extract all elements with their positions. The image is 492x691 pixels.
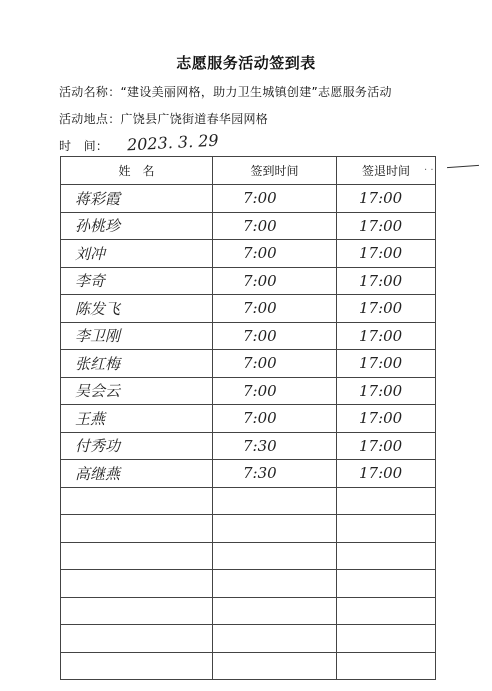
table-row [61,295,436,323]
signer-name: 王燕 [61,405,213,433]
sign-in-time: 7:00 [213,322,337,350]
table-row [61,597,436,625]
sign-out-time [337,487,436,515]
signer-name: 付秀功 [61,432,213,460]
sign-in-time: 7:00 [213,377,337,405]
signer-name: 陈发飞 [61,295,213,323]
sign-out-time: 17:00 [337,185,436,213]
sign-in-time [213,625,337,653]
table-row [61,432,436,460]
stray-pen-mark [447,165,479,168]
table-row [61,185,436,213]
sign-out-time [337,652,436,680]
sign-in-time [213,652,337,680]
sign-in-time: 7:30 [213,432,337,460]
table-row [61,570,436,598]
sign-out-time: 17:00 [337,212,436,240]
sign-in-time: 7:00 [213,212,337,240]
sign-out-time: 17:00 [337,432,436,460]
sign-in-time: 7:00 [213,295,337,323]
sign-out-time [337,570,436,598]
table-row [61,515,436,543]
column-header-sign-out: 签退时间 [337,157,436,185]
sign-out-time: 17:00 [337,405,436,433]
sign-in-time [213,542,337,570]
signer-name: 蒋彩霞 [61,185,213,213]
sign-out-time: 17:00 [337,240,436,268]
table-row [61,405,436,433]
signer-name [61,597,213,625]
activity-name: 活动名称：“建设美丽网格，助力卫生城镇创建”志愿服务活动 [59,85,392,99]
table-header-row [61,157,436,185]
sign-out-time: 17:00 [337,295,436,323]
sign-in-time: 7:00 [213,267,337,295]
sign-in-time [213,597,337,625]
sign-in-time: 7:00 [213,185,337,213]
signer-name [61,487,213,515]
sign-out-time [337,515,436,543]
table-row [61,322,436,350]
date-handwritten: 2023. 3. 29 [126,130,220,155]
sign-out-time [337,625,436,653]
stray-pen-dots: · · [424,165,434,176]
sign-out-time: 17:00 [337,460,436,488]
signer-name: 李卫刚 [61,322,213,350]
table-row [61,267,436,295]
sign-out-time: 17:00 [337,322,436,350]
sign-in-time: 7:00 [213,405,337,433]
signer-name [61,652,213,680]
sign-out-time: 17:00 [337,350,436,378]
table-row [61,487,436,515]
table-row [61,625,436,653]
sign-in-time: 7:00 [213,350,337,378]
sign-in-time: 7:00 [213,240,337,268]
signer-name: 刘冲 [61,240,213,268]
signer-name [61,542,213,570]
signer-name: 高继燕 [61,460,213,488]
table-row [61,350,436,378]
sign-out-time: 17:00 [337,267,436,295]
signer-name: 张红梅 [61,350,213,378]
sign-in-time: 7:30 [213,460,337,488]
sign-in-table [60,156,436,680]
table-row [61,542,436,570]
page-title: 志愿服务活动签到表 [176,54,316,72]
table-row [61,240,436,268]
activity-location: 活动地点：广饶县广饶街道春华园网格 [59,112,269,126]
sign-out-time [337,542,436,570]
sign-out-time [337,597,436,625]
sign-out-time: 17:00 [337,377,436,405]
signer-name [61,515,213,543]
signer-name [61,625,213,653]
table-row [61,652,436,680]
table-row [61,460,436,488]
signer-name: 李奇 [61,267,213,295]
sign-in-time [213,515,337,543]
table-row [61,377,436,405]
sign-in-time [213,487,337,515]
signer-name: 孙桃珍 [61,212,213,240]
column-header-name: 姓 名 [61,157,213,185]
signer-name: 吴会云 [61,377,213,405]
time-label: 时 间： [59,139,109,153]
signer-name [61,570,213,598]
table-row [61,212,436,240]
column-header-sign-in: 签到时间 [213,157,337,185]
sign-in-time [213,570,337,598]
